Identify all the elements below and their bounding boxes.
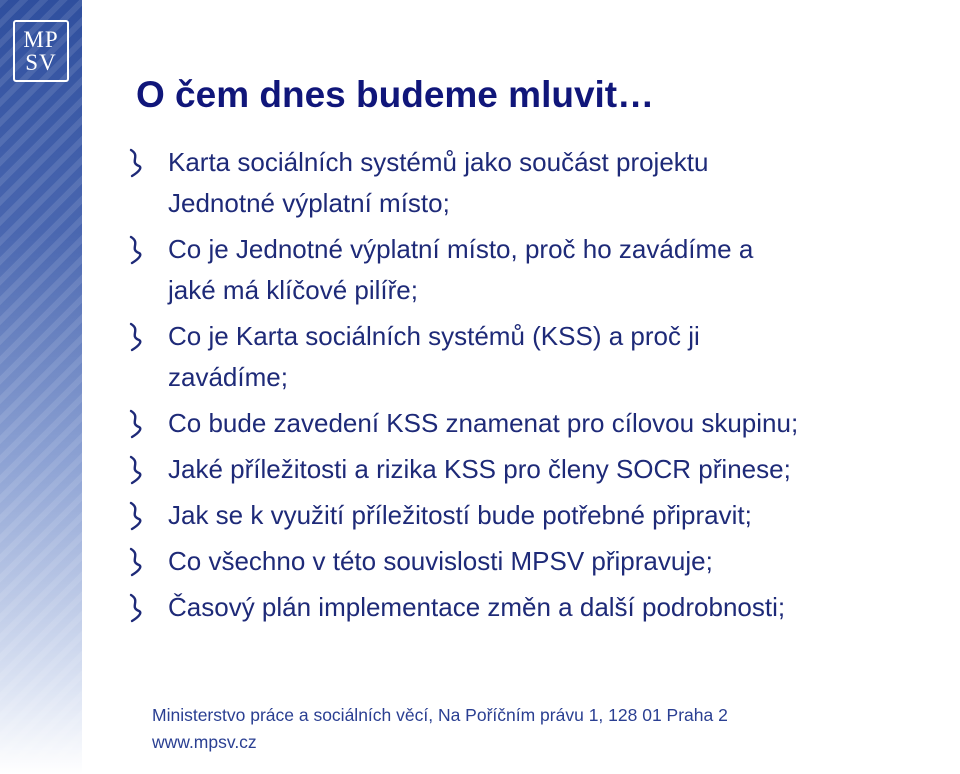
bullet-text: Jak se k využití příležitostí bude potřebné připravit;: [168, 500, 752, 530]
bullet-item: [124, 316, 960, 398]
bullet-item: [124, 541, 960, 582]
bullet-curl-icon: [128, 235, 144, 265]
bullet-text: Jaké příležitosti a rizika KSS pro členy SOCR přinese;: [168, 454, 791, 484]
bullet-curl-icon: [128, 148, 144, 178]
logo-line-2: SV: [25, 50, 57, 75]
bullet-curl-icon: [128, 593, 144, 623]
bullet-curl-icon: [128, 455, 144, 485]
logo-line-1: MP: [23, 27, 59, 52]
bullet-text: Co bude zavedení KSS znamenat pro cílovou skupinu;: [168, 408, 799, 438]
bullet-text: Karta sociálních systémů jako součást projektu Jednotné výplatní místo;: [168, 147, 709, 218]
bullet-item: [124, 449, 960, 490]
bullet-curl-icon: [128, 409, 144, 439]
bullet-curl-icon: [128, 322, 144, 352]
bullet-item: [124, 587, 960, 628]
bullet-curl-icon: [128, 501, 144, 531]
bullet-list: [124, 142, 960, 633]
bullet-text: Časový plán implementace změn a další podrobnosti;: [168, 592, 786, 622]
bullet-item: [124, 229, 960, 311]
bullet-text: Co je Karta sociálních systémů (KSS) a proč ji zavádíme;: [168, 321, 700, 392]
bullet-item: [124, 403, 960, 444]
mpsv-logo: [13, 20, 69, 82]
bullet-text: Co všechno v této souvislosti MPSV připravuje;: [168, 546, 713, 576]
footer-address: Ministerstvo práce a sociálních věcí, Na Poříčním právu 1, 128 01 Praha 2: [152, 705, 728, 725]
bullet-text: Co je Jednotné výplatní místo, proč ho zavádíme a jaké má klíčové pilíře;: [168, 234, 754, 305]
bullet-item: [124, 142, 960, 224]
footer: [152, 702, 728, 756]
footer-url[interactable]: www.mpsv.cz: [152, 732, 257, 752]
bullet-item: [124, 495, 960, 536]
slide-title: O čem dnes budeme mluvit…: [136, 74, 655, 115]
sidebar-band: [0, 0, 82, 774]
bullet-curl-icon: [128, 547, 144, 577]
